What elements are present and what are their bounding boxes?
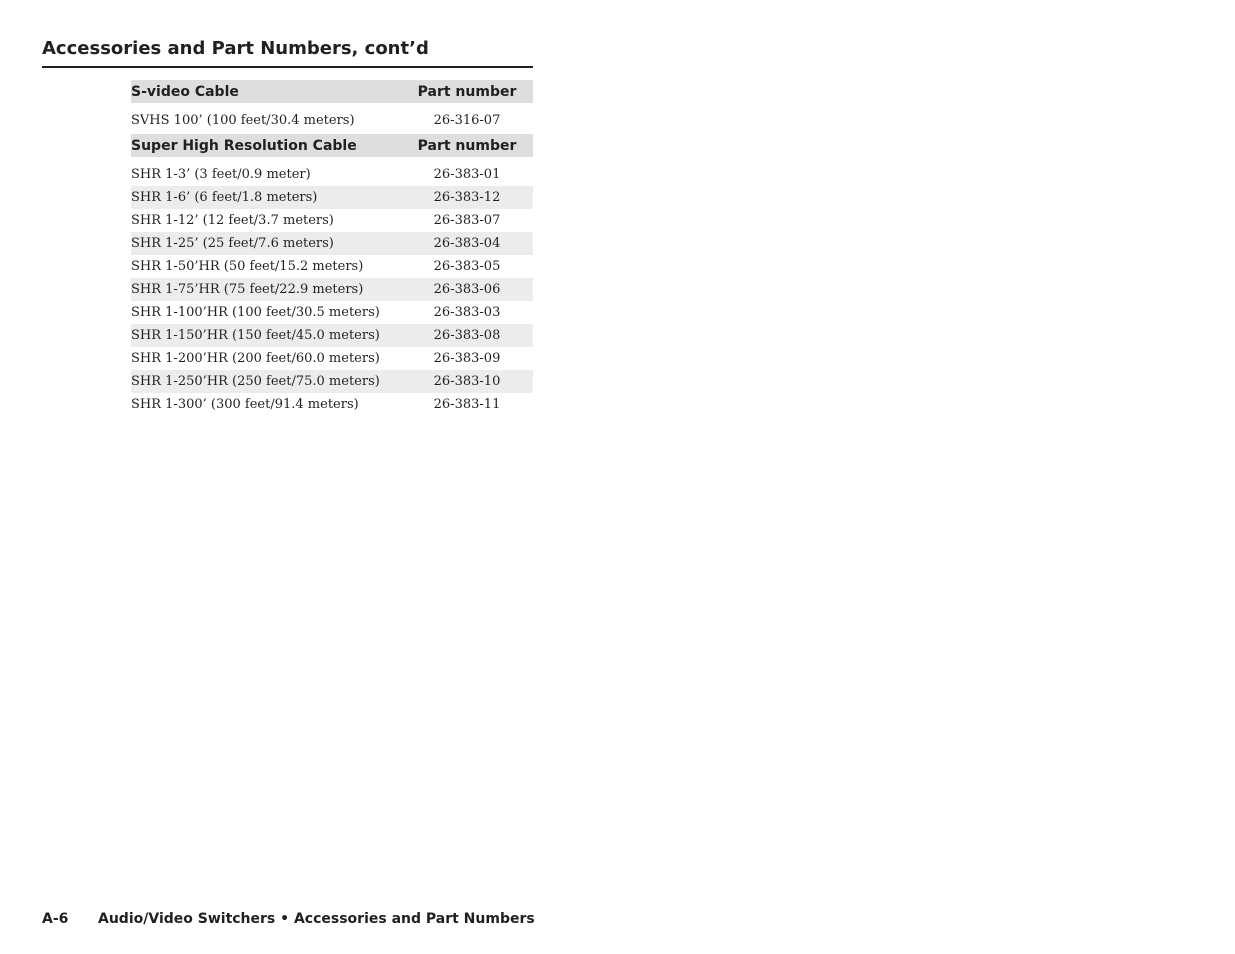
cable-name: SHR 1-200’HR (200 feet/60.0 meters)	[131, 351, 380, 366]
svideo-header-part-number: Part number	[417, 83, 517, 100]
svideo-header-cable: S-video Cable	[131, 83, 239, 100]
cable-name: SHR 1-6’ (6 feet/1.8 meters)	[131, 190, 318, 205]
shr-header-cable: Super High Resolution Cable	[131, 137, 357, 154]
cable-name: SHR 1-150’HR (150 feet/45.0 meters)	[131, 328, 380, 343]
shr-cable-table	[131, 134, 533, 416]
svideo-cable-table	[131, 80, 533, 132]
part-number: 26-383-04	[433, 236, 501, 251]
table-row	[131, 347, 533, 370]
part-number: 26-383-01	[433, 167, 501, 182]
cable-name: SHR 1-250’HR (250 feet/75.0 meters)	[131, 374, 380, 389]
table-row	[131, 232, 533, 255]
cable-name: SHR 1-100’HR (100 feet/30.5 meters)	[131, 305, 380, 320]
part-number: 26-383-08	[433, 328, 501, 343]
part-number: 26-383-10	[433, 374, 501, 389]
cable-name: SVHS 100’ (100 feet/30.4 meters)	[131, 113, 355, 128]
part-number: 26-383-03	[433, 305, 501, 320]
cable-name: SHR 1-50’HR (50 feet/15.2 meters)	[131, 259, 364, 274]
shr-header-part-number: Part number	[417, 137, 517, 154]
cable-name: SHR 1-25’ (25 feet/7.6 meters)	[131, 236, 334, 251]
table-row	[131, 301, 533, 324]
cable-name: SHR 1-300’ (300 feet/91.4 meters)	[131, 397, 359, 412]
page-number: A-6	[42, 911, 69, 927]
page-title: Accessories and Part Numbers, cont’d	[42, 36, 533, 68]
table-row	[131, 109, 533, 132]
part-number: 26-383-05	[433, 259, 501, 274]
svideo-table-header	[131, 80, 533, 103]
page-footer	[42, 910, 535, 928]
table-row	[131, 186, 533, 209]
table-row	[131, 163, 533, 186]
cable-name: SHR 1-3’ (3 feet/0.9 meter)	[131, 167, 311, 182]
table-row	[131, 393, 533, 416]
cable-name: SHR 1-75’HR (75 feet/22.9 meters)	[131, 282, 364, 297]
part-number: 26-383-06	[433, 282, 501, 297]
table-row	[131, 324, 533, 347]
part-number-tables	[131, 80, 533, 416]
shr-table-body	[131, 157, 533, 416]
table-row	[131, 278, 533, 301]
svideo-table-body	[131, 103, 533, 132]
table-row	[131, 370, 533, 393]
footer-text: Audio/Video Switchers • Accessories and Part Numbers	[98, 911, 535, 927]
part-number: 26-383-09	[433, 351, 501, 366]
shr-table-header	[131, 134, 533, 157]
part-number: 26-383-11	[433, 397, 501, 412]
table-row	[131, 209, 533, 232]
cable-name: SHR 1-12’ (12 feet/3.7 meters)	[131, 213, 334, 228]
part-number: 26-316-07	[433, 113, 501, 128]
table-row	[131, 255, 533, 278]
part-number: 26-383-07	[433, 213, 501, 228]
part-number: 26-383-12	[433, 190, 501, 205]
